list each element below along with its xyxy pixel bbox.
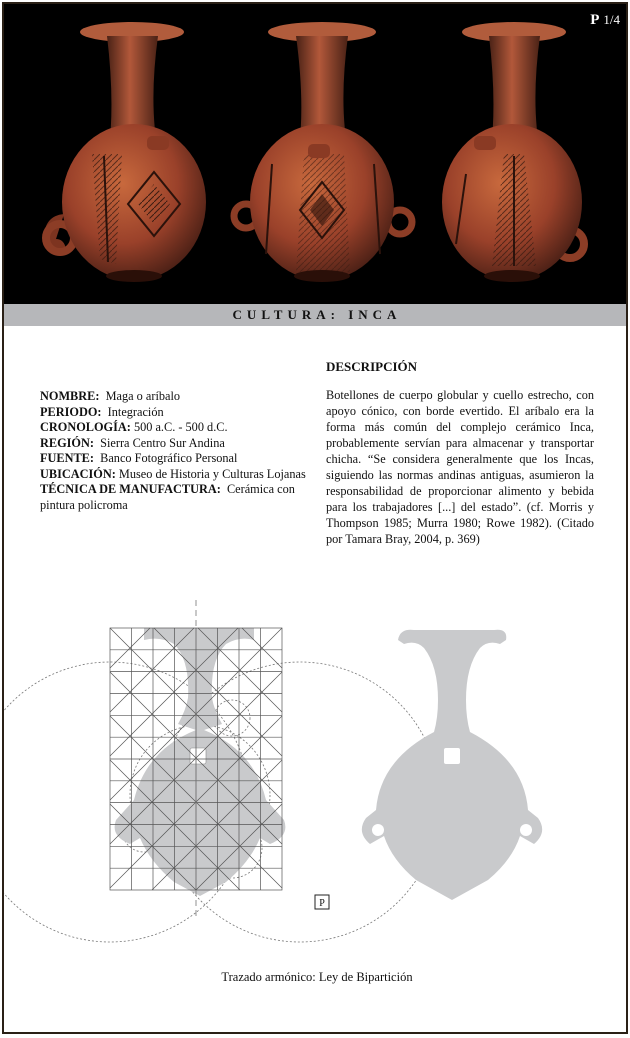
meta-ubicacion-label: UBICACIÓN: <box>40 466 116 481</box>
page-indicator <box>590 12 620 29</box>
meta-tecnica-label: TÉCNICA DE MANUFACTURA: <box>40 482 221 496</box>
meta-periodo-label: PERIODO: <box>40 404 102 419</box>
page-letter: P <box>590 12 600 28</box>
meta-ubicacion <box>40 467 310 483</box>
meta-fuente-label: FUENTE: <box>40 451 94 465</box>
description-title: DESCRIPCIÓN <box>326 359 418 374</box>
page-index: 1/4 <box>603 12 620 27</box>
meta-nombre <box>40 389 310 405</box>
meta-ubicacion-value: Museo de Historia y Culturas Lojanas <box>118 466 306 481</box>
marker-letter: P <box>319 898 325 909</box>
vessel-silhouette <box>362 630 542 900</box>
harmonic-tracing-diagram <box>4 600 628 960</box>
metadata-block <box>40 389 310 513</box>
meta-region <box>40 436 310 452</box>
meta-cronologia-value: 500 a.C. - 500 d.C. <box>133 420 228 434</box>
vessel-photo-left <box>44 22 206 282</box>
vessel-photo-strip <box>4 4 628 304</box>
meta-nombre-label: NOMBRE: <box>40 389 100 403</box>
vessel-photo-center <box>234 22 412 282</box>
meta-periodo <box>40 405 310 421</box>
meta-fuente-value: Banco Fotográfico Personal <box>100 451 238 465</box>
meta-region-label: REGIÓN: <box>40 435 94 450</box>
marker-box <box>315 895 329 909</box>
meta-region-value: Sierra Centro Sur Andina <box>100 435 225 450</box>
meta-fuente <box>40 451 310 467</box>
meta-nombre-value: Maga o aríbalo <box>105 389 181 403</box>
meta-periodo-value: Integración <box>107 404 164 419</box>
diagram-caption: Trazado armónico: Ley de Bipartición <box>221 970 413 984</box>
description-body: Botellones de cuerpo globular y cuello estrecho, con apoyo cónico, con borde evertido. El aríbalo era la forma más común del complejo cerámico Inca, probablemente servían para almacenar y transportar chicha. “Se considera generalmente que los Incas, siguiendo las normas andinas antiguas, asumieron la responsabilidad de proporcionar alimento y bebida para los trabajadores [...] del estado”. (cf. Morris y Thompson 1985; Murra 1980; Rowe 1982). (Citado por Tamara Bray, 2004, p. 369) <box>326 388 594 546</box>
vessel-photo-right <box>442 22 584 282</box>
meta-tecnica-value: Cerámica con pintura policroma <box>40 482 295 512</box>
meta-tecnica <box>40 482 310 513</box>
culture-banner: CULTURA: INCA <box>4 304 628 326</box>
meta-cronologia <box>40 420 310 436</box>
meta-cronologia-label: CRONOLOGÍA: <box>40 420 131 434</box>
vessel-photos <box>4 4 628 304</box>
page <box>2 2 628 1034</box>
